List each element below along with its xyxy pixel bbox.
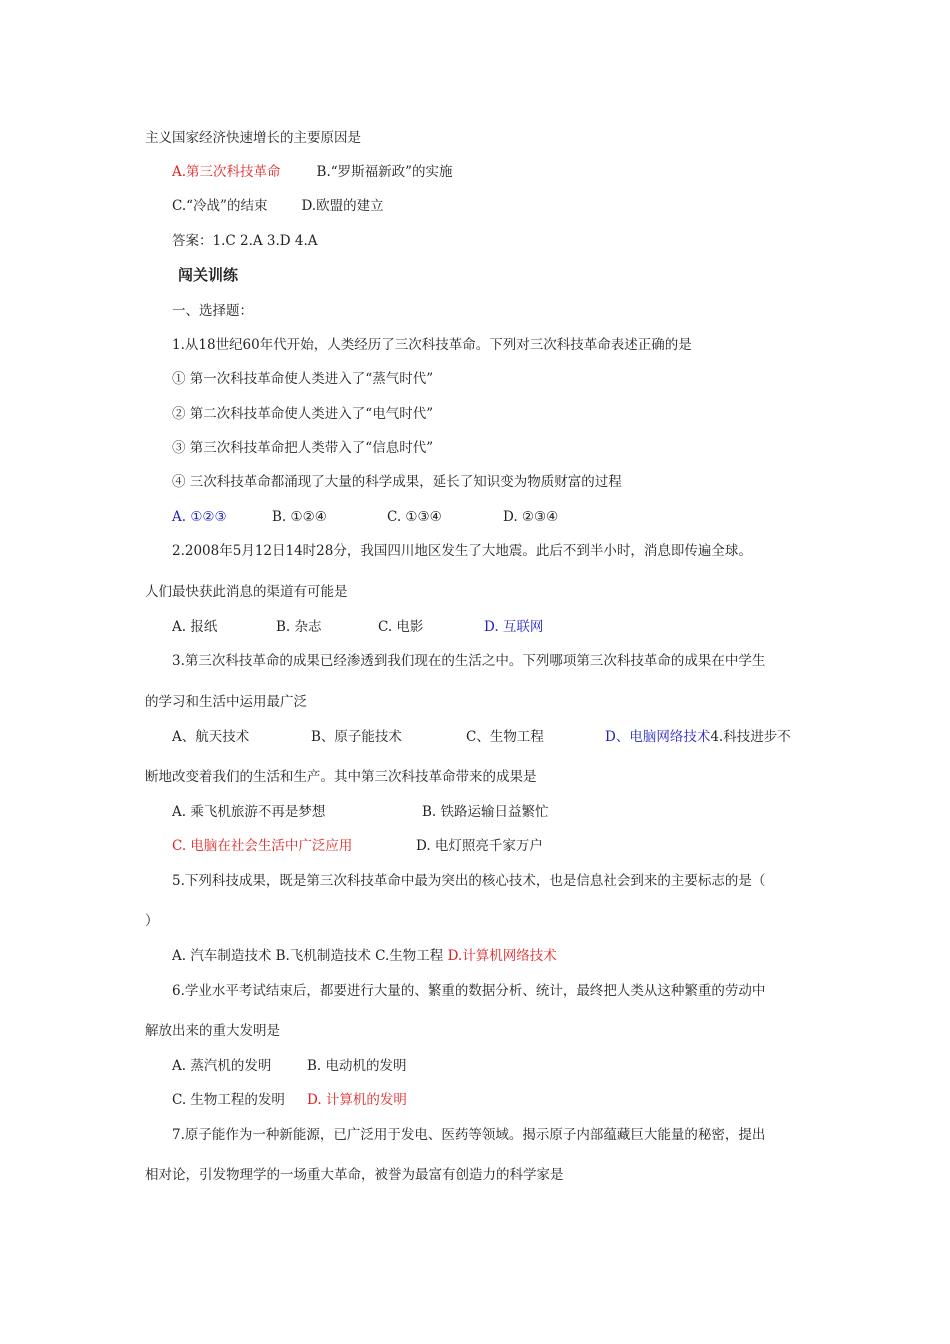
answer-key <box>172 231 318 251</box>
option-c-correct: C. 电脑在社会生活中广泛应用 <box>172 838 353 854</box>
option-a: A、航天技术 <box>172 729 250 745</box>
option-row <box>172 727 791 747</box>
option-a-correct: A.第三次科技革命 <box>172 164 281 180</box>
question-7 <box>172 1125 765 1145</box>
question-1 <box>172 335 692 355</box>
question-text: 5.下列科技成果，既是第三次科技革命中最为突出的核心技术，也是信息社会到来的主要标志的是（ <box>172 873 766 889</box>
statement-3: ③ 第三次科技革命把人类带入了“信息时代” <box>172 440 434 456</box>
option-c: C. ①③④ <box>387 509 442 525</box>
section-heading <box>178 265 238 285</box>
question-2 <box>172 541 752 561</box>
section-label <box>172 301 253 321</box>
option-row <box>172 836 543 856</box>
option-c: C. 电影 <box>378 619 424 635</box>
question-text: 主义国家经济快速增长的主要原因是 <box>145 130 361 146</box>
question-3-cont: 的学习和生活中运用最广泛 <box>145 694 307 710</box>
option-d: D.欧盟的建立 <box>301 198 384 214</box>
option-row <box>172 1056 407 1076</box>
statement-2: ② 第二次科技革命使人类进入了“电气时代” <box>172 406 434 422</box>
statement-4: ④ 三次科技革命都涌现了大量的科学成果，延长了知识变为物质财富的过程 <box>172 474 622 490</box>
option-d: D. ②③④ <box>503 509 559 525</box>
question-4-cont: 断地改变着我们的生活和生产。其中第三次科技革命带来的成果是 <box>145 769 537 785</box>
option-b: B. ①②④ <box>272 509 327 525</box>
question-2-cont: 人们最快获此消息的渠道有可能是 <box>145 584 348 600</box>
option-b: B、原子能技术 <box>311 729 402 745</box>
option-row <box>172 196 384 216</box>
section-label-text: 一、选择题： <box>172 303 253 319</box>
option-a: A. 乘飞机旅游不再是梦想 <box>172 804 326 820</box>
text-line <box>145 128 361 148</box>
question-7-cont: 相对论，引发物理学的一场重大革命，被誉为最富有创造力的科学家是 <box>145 1167 564 1183</box>
question-text: 2.2008年5月12日14时28分，我国四川地区发生了大地震。此后不到半小时，消息即传遍全球。 <box>172 543 752 559</box>
question-5 <box>172 871 765 891</box>
option-d-correct: D.计算机网络技术 <box>447 948 557 964</box>
statement-1: ① 第一次科技革命使人类进入了“蒸气时代” <box>172 371 434 387</box>
option-b: B. 铁路运输日益繁忙 <box>422 804 549 820</box>
option-row <box>172 617 543 637</box>
question-6 <box>172 981 765 1001</box>
heading-text: 闯关训练 <box>178 266 239 284</box>
option-b: B.“罗斯福新政”的实施 <box>316 164 453 180</box>
option-row <box>172 1090 407 1110</box>
option-row <box>172 946 557 966</box>
option-c: C.“冷战”的结束 <box>172 198 268 214</box>
option-b: B. 电动机的发明 <box>307 1058 407 1074</box>
options-abc: A. 汽车制造技术 B.飞机制造技术 C.生物工程 <box>172 948 444 964</box>
option-b: B. 杂志 <box>276 619 322 635</box>
option-row <box>172 802 549 822</box>
question-text: 3.第三次科技革命的成果已经渗透到我们现在的生活之中。下列哪项第三次科技革命的成果在中学生 <box>172 653 766 669</box>
option-d-correct: D、电脑网络技术 <box>605 729 711 745</box>
option-c: C. 生物工程的发明 <box>172 1092 285 1108</box>
question-3 <box>172 651 765 671</box>
option-d-correct: D. 互联网 <box>484 619 544 635</box>
option-row <box>172 162 453 182</box>
question-text: 6.学业水平考试结束后，都要进行大量的、繁重的数据分析、统计，最终把人类从这种繁重的劳动中 <box>172 983 766 999</box>
question-4: 4.科技进步不 <box>710 729 791 745</box>
option-a-correct: A. ①②③ <box>172 509 227 525</box>
option-d-correct: D. 计算机的发明 <box>307 1092 407 1108</box>
option-c: C、生物工程 <box>466 729 544 745</box>
question-5-cont: ） <box>145 913 159 929</box>
question-text: 7.原子能作为一种新能源，已广泛用于发电、医药等领域。揭示原子内部蕴藏巨大能量的秘密，提出 <box>172 1127 766 1143</box>
question-6-cont: 解放出来的重大发明是 <box>145 1023 280 1039</box>
option-d: D. 电灯照亮千家万户 <box>416 838 543 854</box>
option-a: A. 蒸汽机的发明 <box>172 1058 272 1074</box>
option-a: A. 报纸 <box>172 619 218 635</box>
option-row <box>172 507 558 527</box>
answer-key-text: 答案：1.C 2.A 3.D 4.A <box>172 233 318 249</box>
question-text: 1.从18世纪60年代开始，人类经历了三次科技革命。下列对三次科技革命表述正确的是 <box>172 337 692 353</box>
